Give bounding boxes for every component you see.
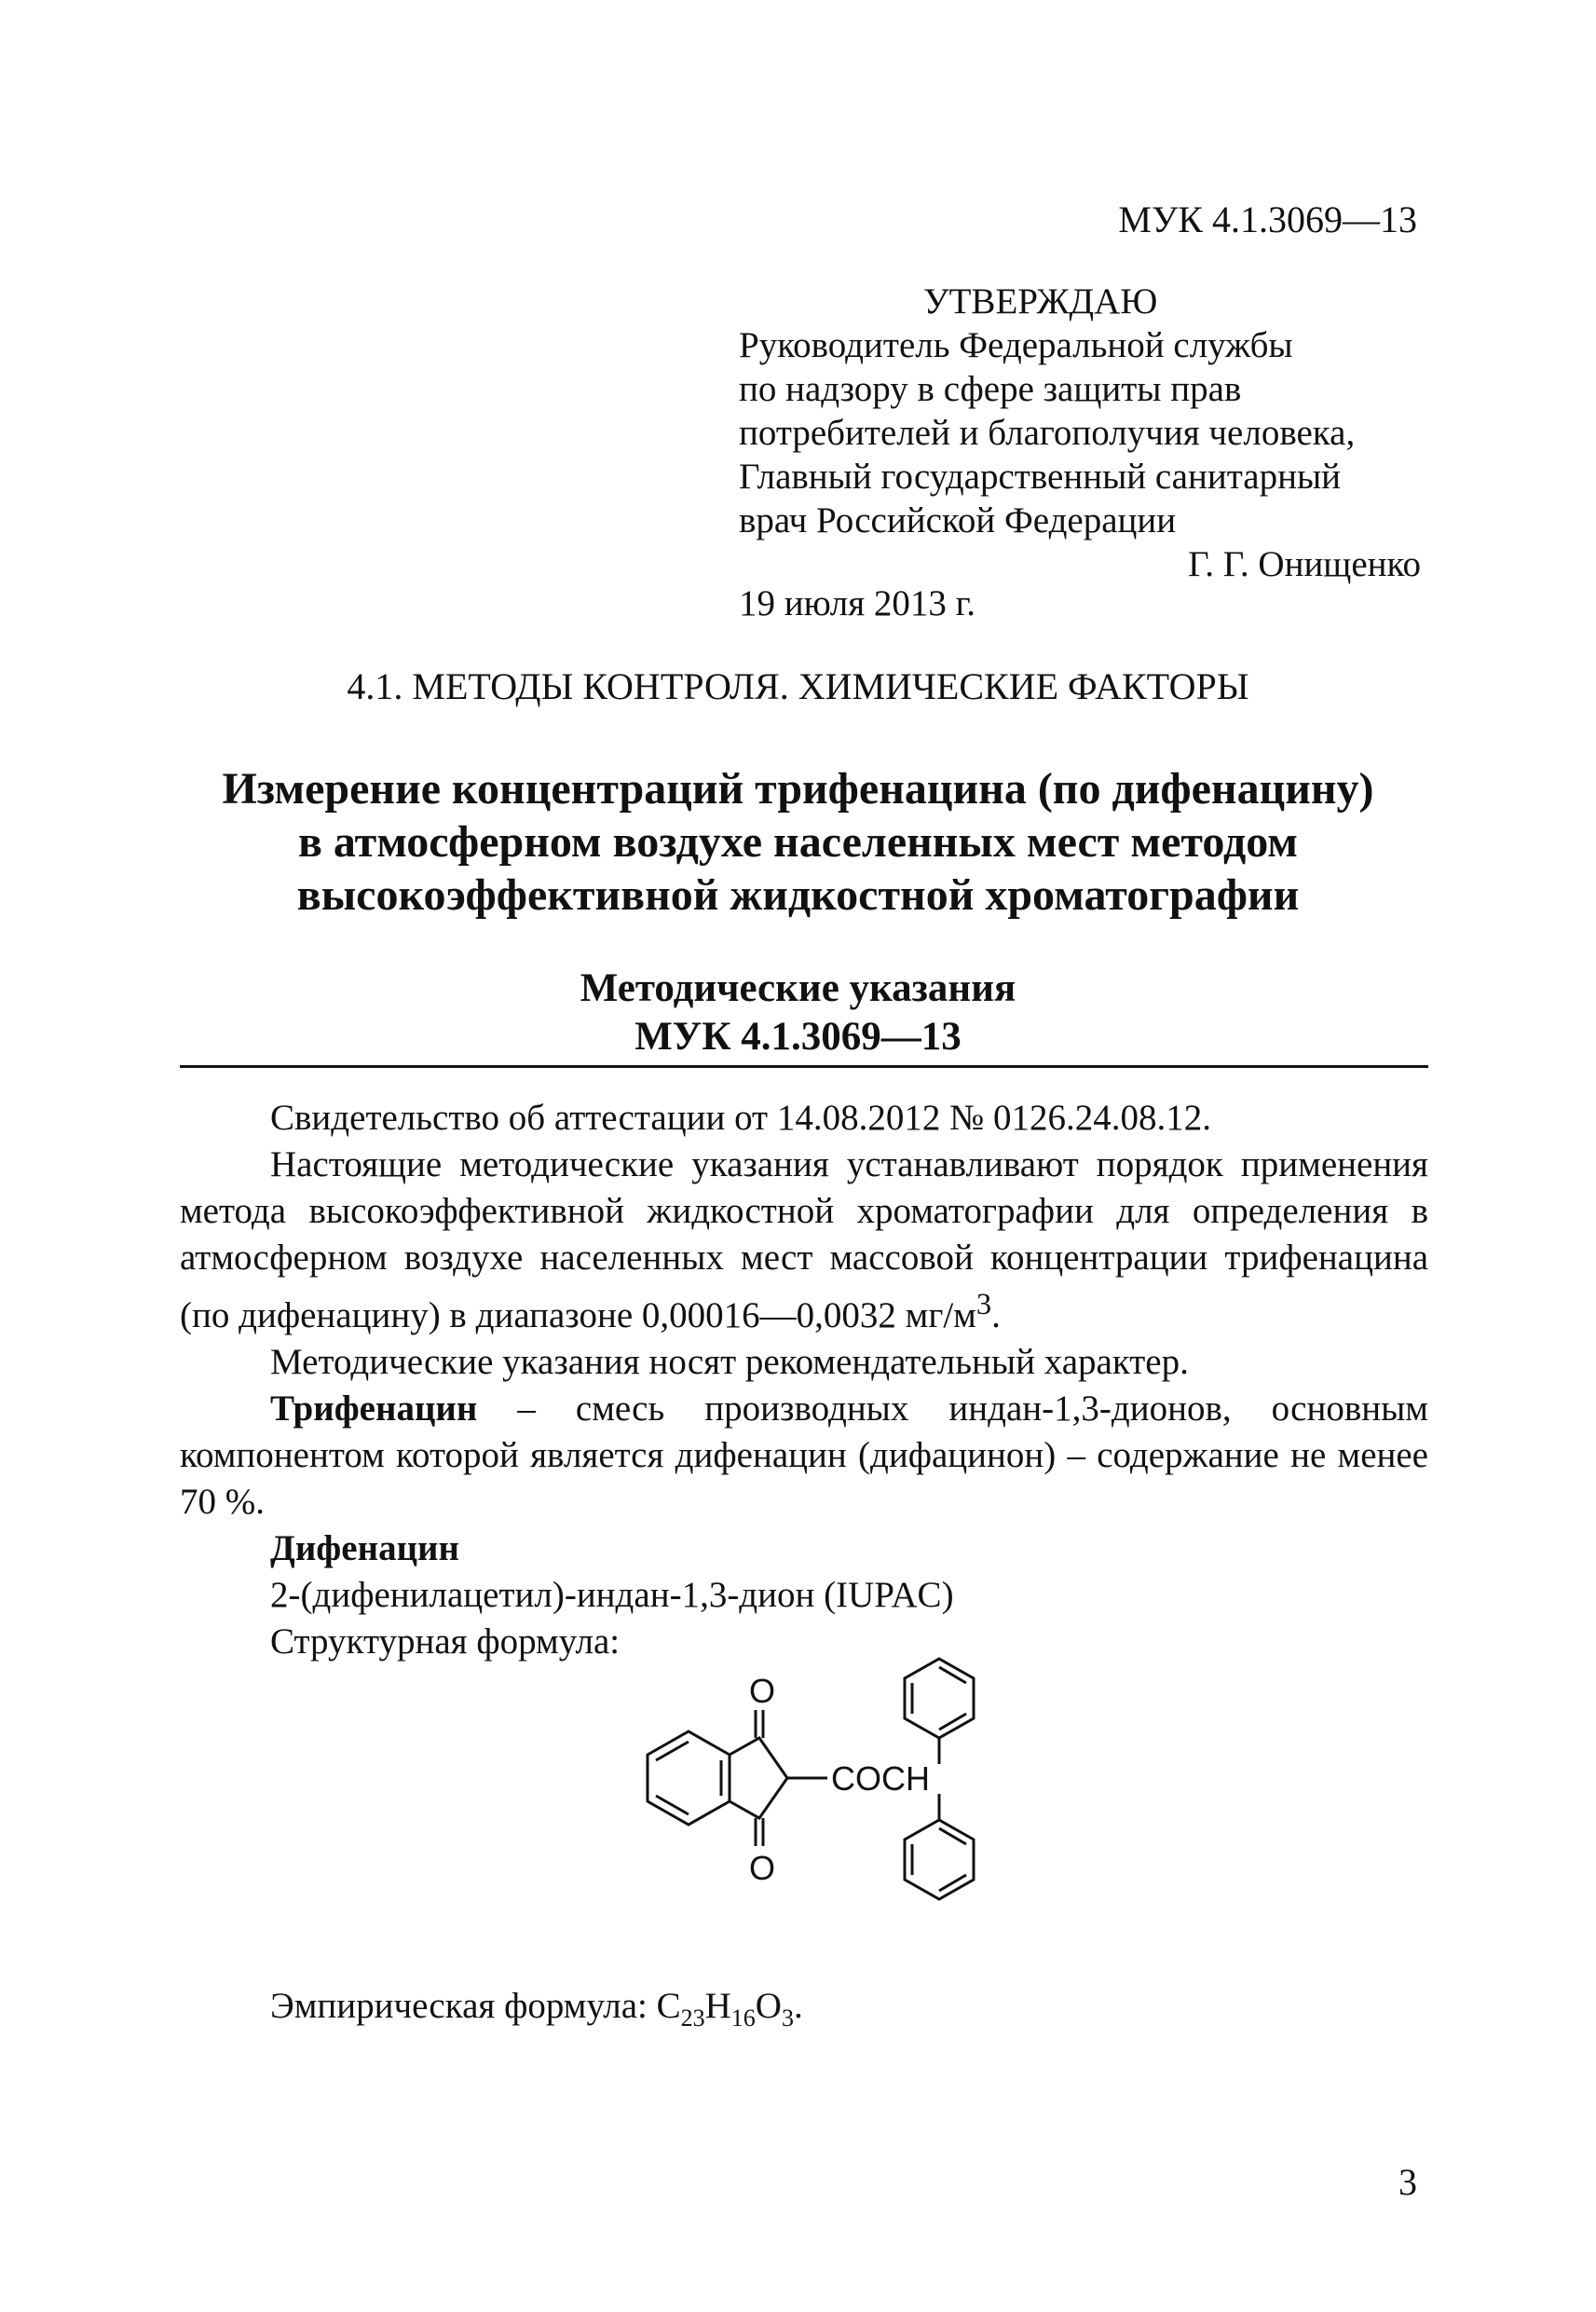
approval-line: по надзору в сфере защиты прав [739, 369, 1242, 409]
scope-end: . [991, 1295, 1001, 1335]
divider-rule [180, 1065, 1428, 1068]
approval-title: УТВЕРЖДАЮ [923, 281, 1158, 321]
title-line: Измерение концентраций трифенацина (по дифенацину) [222, 764, 1374, 814]
empirical-end: . [793, 1986, 803, 2026]
cyclopentane-ring [730, 1738, 787, 1818]
approval-line: Главный государственный санитарный [739, 457, 1342, 497]
phenyl-ring-top [905, 1659, 974, 1738]
title-line: в атмосферном воздухе населенных мест методом [297, 817, 1298, 867]
diphenacin-term: Дифенацин [270, 1528, 459, 1568]
approval-line: врач Российской Федерации [739, 500, 1177, 540]
document-code: МУК 4.1.3069—13 [1118, 198, 1417, 240]
phenyl-ring-bottom [905, 1820, 974, 1899]
benzene-ring [648, 1731, 730, 1825]
double-bond [656, 1742, 689, 1760]
oxygen-bottom: O [749, 1849, 776, 1887]
coch-group: COCH [831, 1759, 930, 1798]
carbon-symbol: C [656, 1986, 681, 2026]
hydrogen-count: 16 [730, 2004, 756, 2032]
approval-line: потребителей и благополучия человека, [739, 413, 1356, 453]
double-bond [939, 1667, 966, 1683]
scope-paragraph [180, 1142, 1428, 1339]
empirical-formula [270, 1985, 803, 2032]
approval-date: 19 июля 2013 г. [739, 583, 976, 623]
hydrogen-symbol: H [704, 1986, 731, 2026]
structure-label: Структурная формула: [270, 1621, 621, 1662]
scope-superscript: 3 [975, 1288, 992, 1321]
double-bond [939, 1714, 966, 1730]
triphenacin-paragraph [180, 1386, 1428, 1525]
recommend-paragraph: Методические указания носят рекомендательный характер. [270, 1342, 1189, 1382]
page-number: 3 [1398, 2161, 1417, 2203]
empirical-label: Эмпирическая формула: [270, 1986, 657, 2026]
structural-formula [578, 1635, 1044, 1952]
iupac-name: 2-(дифенилацетил)-индан-1,3-дион (IUPAC) [270, 1575, 954, 1615]
approval-block [739, 280, 1421, 586]
section-heading: 4.1. МЕТОДЫ КОНТРОЛЯ. ХИМИЧЕСКИЕ ФАКТОРЫ [347, 665, 1249, 707]
document-title [0, 762, 1596, 922]
oxygen-symbol: O [755, 1986, 782, 2026]
title-line: высокоэффективной жидкостной хроматографии [296, 870, 1300, 920]
oxygen-count: 3 [781, 2004, 794, 2032]
subtitle-line: МУК 4.1.3069—13 [634, 1015, 962, 1059]
body-text [180, 1095, 1428, 1665]
scope-text: Настоящие методические указания устанавливают порядок применения метода высокоэффективной жидкостной хроматографии для определения в атмосферном воздухе населенных мест массовой концентрации трифенацина (по дифенацину) в диапазоне 0,00016—0,0032 мг/м [180, 1144, 1428, 1335]
triphenacin-term: Трифенацин [270, 1389, 478, 1429]
oxygen-top: O [749, 1672, 776, 1710]
double-bond [939, 1828, 966, 1844]
triphenacin-definition: – смесь производных индан-1,3-дионов, основным компонентом которой является дифенацин (дифацинон) – содержание не менее 70 %. [180, 1389, 1428, 1522]
certificate-paragraph: Свидетельство об аттестации от 14.08.2012 № 0126.24.08.12. [270, 1098, 1212, 1138]
double-bond [939, 1875, 966, 1891]
subtitle-line: Методические указания [580, 966, 1016, 1010]
approval-line: Руководитель Федеральной службы [739, 325, 1293, 365]
document-subtitle [0, 964, 1596, 1061]
double-bond [656, 1796, 689, 1814]
approval-signer: Г. Г. Онищенко [1188, 544, 1421, 584]
carbon-count: 23 [680, 2004, 705, 2032]
diphenacin-heading [180, 1525, 1428, 1572]
